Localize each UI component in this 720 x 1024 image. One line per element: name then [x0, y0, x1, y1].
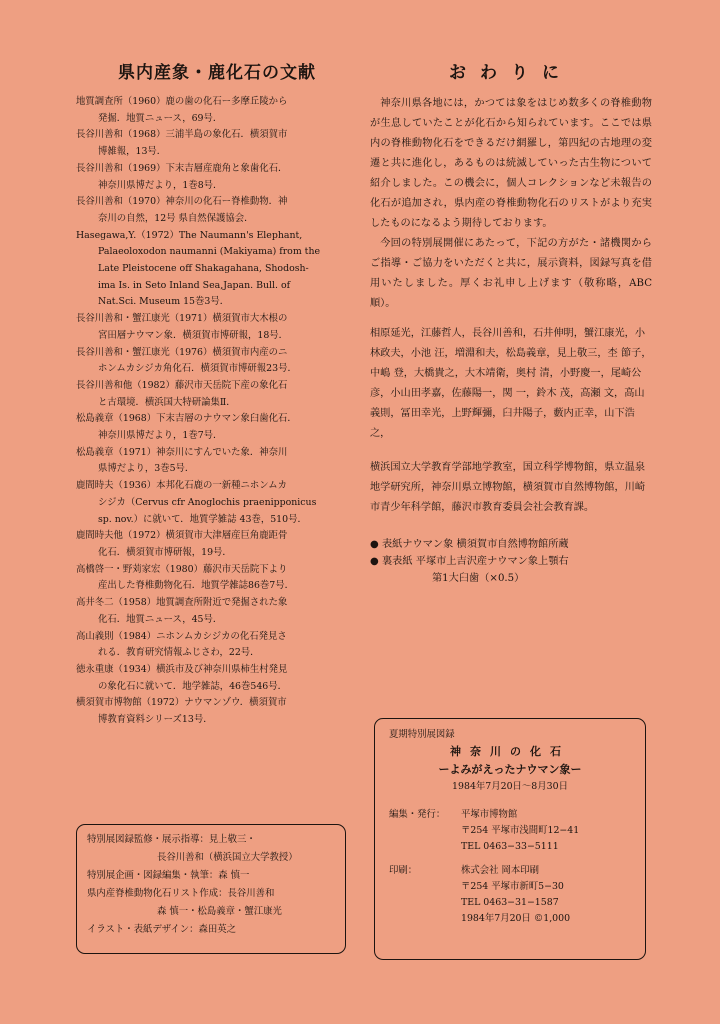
reference-item: Hasegawa,Y.（1972）The Naumann's Elephant, Palaeoloxodon naumanni (Makiyama) from the Late Pleistocene off Shakagahana, Shodosh- ima Is. in Seto Inland Sea,Japan. Bull. of Nat.Sci. Museum 15巻3号．: [76, 229, 321, 308]
credit-line: 特別展企画・図録編集・執筆：森 慎一: [87, 870, 250, 881]
reference-item: 鹿間時夫（1936）本邦化石鹿の一新種ニホンムカ シジカ（Cervus cfr Anoglochis praenipponicus sp. nov.）に就いて．地質学雑誌 43巻，510号．: [76, 480, 317, 525]
reference-item: 長谷川善和（1969）下末吉層産鹿角と象歯化石． 神奈川県博だより，1巻8号．: [76, 162, 288, 191]
info-label: [389, 895, 461, 911]
credits-box: [76, 824, 346, 954]
reference-item: 長谷川善和・蟹江康光（1971）横須賀市大木根の 宮田層ナウマン象．横須賀市博研報，18号．: [76, 313, 289, 341]
reference-item: 高井冬二（1958）地質調査所附近で発掘された象 化石．地質ニュース，45号．: [76, 597, 288, 625]
info-label: 編集・発行：: [389, 809, 446, 820]
reference-list: [76, 94, 358, 729]
reference-item: 横須賀市博物館（1972）ナウマンゾウ．横須賀市 博教育資料シリーズ13号．: [76, 697, 287, 726]
afterword-heading: おわりに: [449, 63, 573, 83]
catalog-subtitle: ーよみがえったナウマン象ー: [438, 763, 582, 776]
reference-item: 徳永重康（1934）横浜市及び神奈川県柿生村発見 の象化石に就いて．地学雑誌，46巻546号．: [76, 663, 288, 692]
info-label: [389, 911, 461, 927]
back-cover-note: ● 裏表紙 平塚市上吉沢産ナウマン象上顎右: [370, 556, 569, 567]
info-label: 印刷：: [389, 865, 418, 876]
exhibition-period: 1984年7月20日～8月30日: [452, 781, 568, 792]
reference-item: 高山義則（1984）ニホンムカシジカの化石発見さ れる．教育研究情報ふじさわ，22号．: [76, 630, 287, 659]
credit-line: 森 慎一・松島義章・蟹江康光: [157, 906, 282, 917]
reference-item: 松島義章（1971）神奈川にすんでいた象．神奈川 県博だより，3巻5号．: [76, 446, 288, 475]
info-value: 株式会社 岡本印刷: [461, 865, 539, 876]
colophon-box: [374, 718, 646, 960]
contributor-organizations: 横浜国立大学教育学部地学教室，国立科学博物館，県立温泉地学研究所，神奈川県立博物館，横須賀市自然博物館，川崎市青少年科学館，藤沢市教育委員会社会教育課。: [370, 462, 646, 513]
reference-item: 長谷川善和・蟹江康光（1976）横須賀市内産のニ ホンムカシジカ角化石．横須賀市博研報23号．: [76, 346, 297, 375]
reference-item: 高橋啓一・野苅家宏（1980）藤沢市天岳院下より 産出した脊椎動物化石．地質学雑誌86巻7号．: [76, 563, 295, 592]
reference-item: 長谷川善和（1968）三浦半島の象化石．横須賀市 博雑報，13号．: [76, 129, 288, 158]
credit-line: 特別展図録監修・展示指導：見上敬三・: [87, 834, 256, 845]
reference-item: 鹿間時夫他（1972）横須賀市大津層産巨角鹿距骨 化石．横須賀市博研報，19号．: [76, 530, 288, 558]
info-value: 1984年7月20日 ©1,000: [461, 913, 571, 924]
credit-line: 長谷川善和（横浜国立大学教授）: [157, 852, 298, 863]
bullet-icon: ●: [370, 539, 379, 550]
info-value: TEL 0463−33−5111: [461, 841, 559, 852]
catalog-title: 神奈川の化石: [450, 745, 570, 758]
cover-note: ● 表紙ナウマン象 横須賀市自然博物館所蔵: [370, 539, 569, 550]
cover-notes: [370, 536, 652, 587]
credit-line: イラスト・表紙デザイン：森田英之: [87, 924, 237, 935]
afterword-paragraph: 神奈川県各地には，かつては象をはじめ数多くの脊椎動物が生息していたことが化石から知られています。ここでは県内の脊椎動物化石をできるだけ網羅し，第四紀の古地理の変遷と共に進化し，あるものは続滅していった古生物について紹介しました。この機会に，個人コレクションなど未報告の化石が追加され，県内産の脊椎動物化石のリストがより充実したものになるよう期待しております。: [370, 98, 652, 229]
bullet-icon: ●: [370, 556, 379, 567]
left-column: [76, 62, 358, 729]
references-heading: 県内産象・鹿化石の文献: [118, 63, 316, 83]
reference-item: 長谷川善和他（1982）藤沢市天岳院下産の象化石 と古環境．横浜国大特研論集Ⅱ．: [76, 379, 288, 408]
reference-item: 地質調査所（1960）鹿の歯の化石ー多摩丘陵から 発掘．地質ニュース，69号．: [76, 96, 288, 124]
reference-item: 長谷川善和（1970）神奈川の化石ー脊椎動物．神 奈川の自然，12号 県自然保護協会．: [76, 196, 288, 224]
info-label: [389, 823, 461, 839]
contributor-names: 相原延光，江藤哲人，長谷川善和，石井伸明，蟹江康光，小林政夫，小池 汪，増淵和夫，松島義章，見上敬三，杢 節子，中嶋 登，大橋貴之，大木靖衛，奥村 清，小野慶一，尾崎公彦，小山田孝嘉，佐藤陽一，関 一，鈴木 茂，高瀬 文，高山義則，冨田幸光，上野輝彌，臼井陽子，藪内正幸，山下浩之，: [370, 328, 652, 439]
info-label: [389, 879, 461, 895]
info-value: 平塚市博物館: [461, 809, 518, 820]
info-value: TEL 0463−31−1587: [461, 897, 559, 908]
info-value: 〒254 平塚市新町5−30: [461, 881, 564, 892]
info-value: 〒254 平塚市浅間町12−41: [461, 825, 580, 836]
reference-item: 松島義章（1968）下末吉層のナウマン象臼歯化石． 神奈川県博だより，1巻7号．: [76, 413, 297, 442]
publication-info: [389, 807, 631, 927]
back-cover-note-detail: 第1大臼歯（×0.5）: [432, 573, 525, 584]
acknowledgement-paragraph: 今回の特別展開催にあたって，下記の方がた・諸機関からご指導・ご協力をいただくと共に，展示資料，図録写真を借用いたしました。厚くお礼申し上げます（敬称略，ABC順）。: [370, 238, 652, 309]
right-column: [370, 62, 652, 587]
series-label: 夏期特別展図録: [389, 729, 455, 740]
credit-line: 県内産脊椎動物化石リスト作成：長谷川善和: [87, 888, 275, 899]
info-label: [389, 839, 461, 855]
